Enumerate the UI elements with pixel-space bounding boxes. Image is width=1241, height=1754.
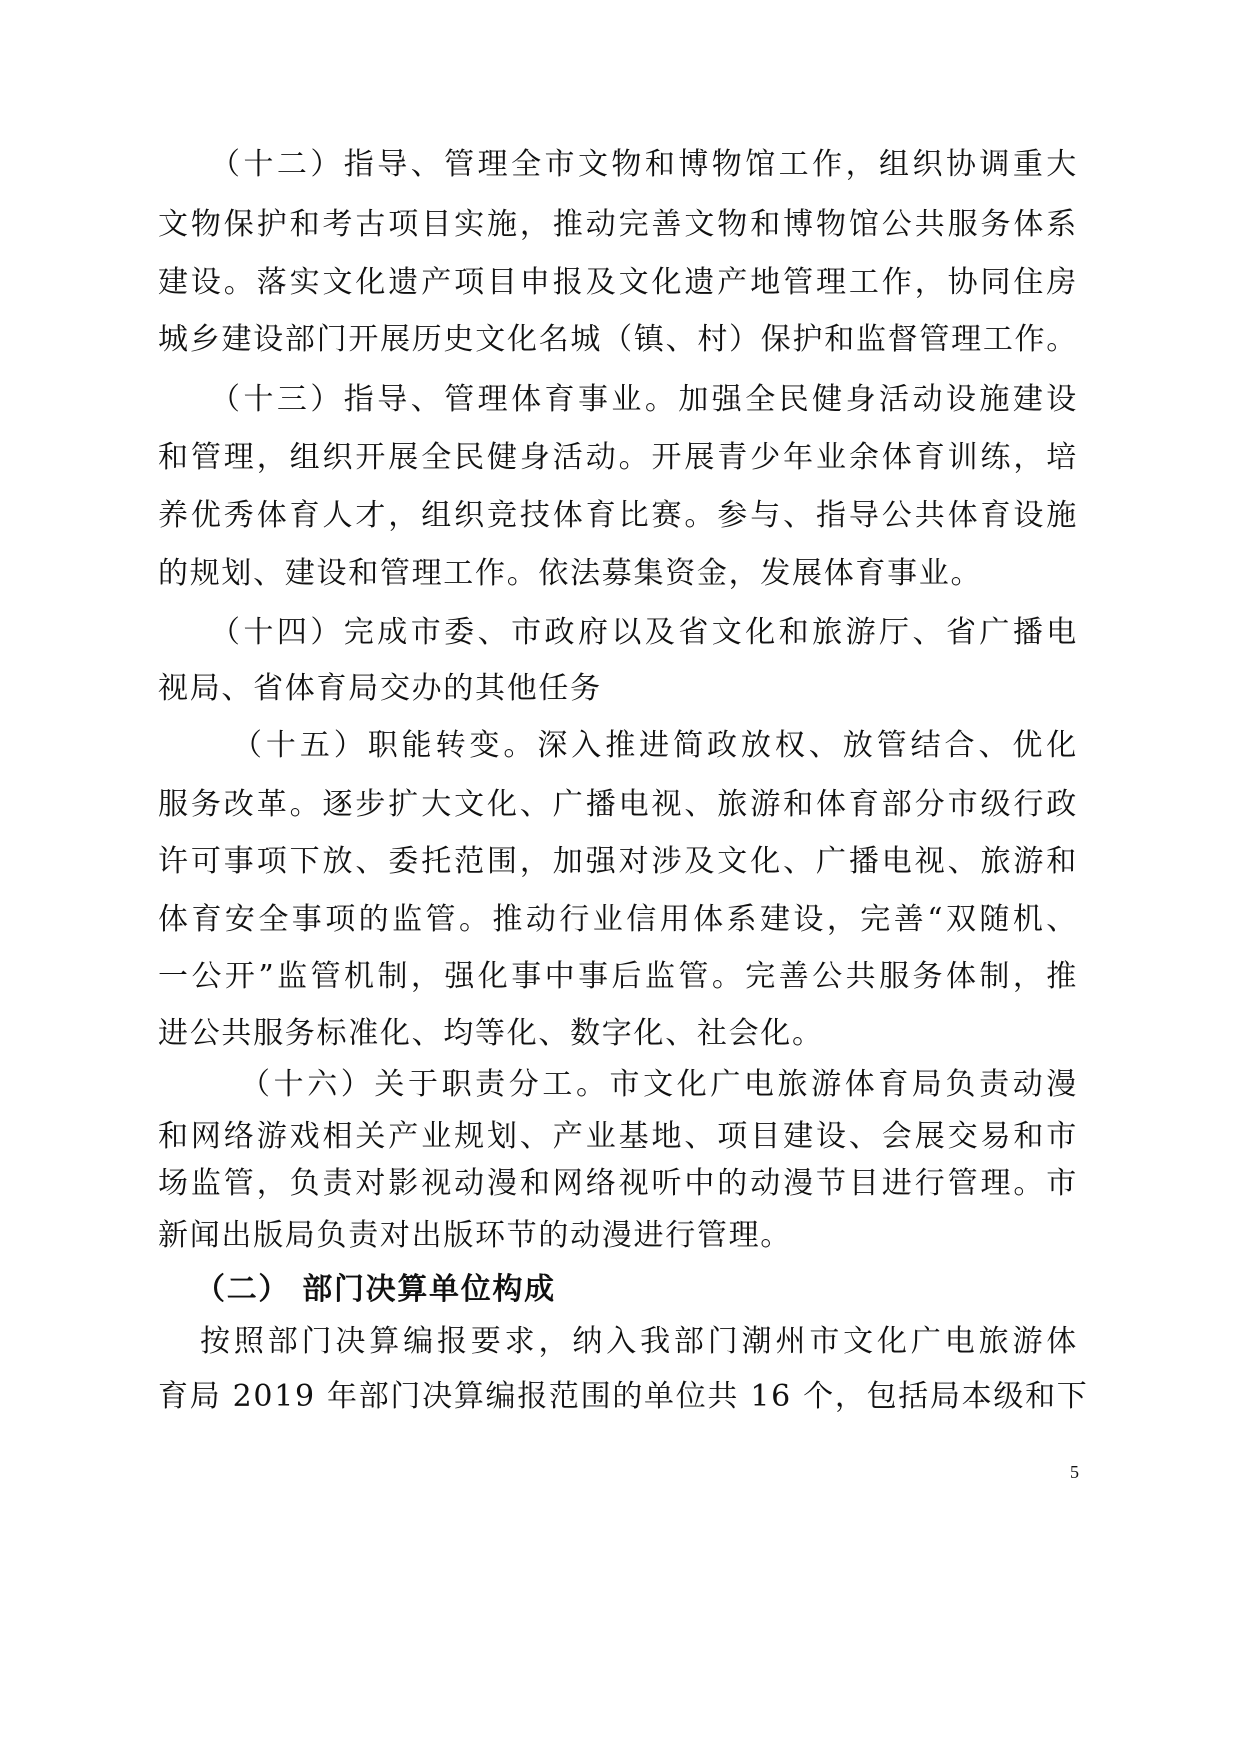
paragraph-line: （十五）职能转变。深入推进简政放权、放管结合、优化 bbox=[232, 728, 1078, 763]
paragraph-line: 新闻出版局负责对出版环节的动漫进行管理。 bbox=[158, 1218, 792, 1253]
paragraph-line: （十六）关于职责分工。市文化广电旅游体育局负责动漫 bbox=[240, 1067, 1078, 1102]
paragraph-line: 和管理，组织开展全民健身活动。开展青少年业余体育训练，培 bbox=[158, 440, 1078, 475]
paragraph-line: （十四）完成市委、市政府以及省文化和旅游厅、省广播电 bbox=[210, 615, 1078, 650]
page-number: 5 bbox=[1070, 1462, 1079, 1482]
paragraph-line: 场监管，负责对影视动漫和网络视听中的动漫节目进行管理。市 bbox=[158, 1166, 1078, 1201]
paragraph-line: 建设。落实文化遗产项目申报及文化遗产地管理工作，协同住房 bbox=[158, 265, 1078, 300]
paragraph-line: （十三）指导、管理体育事业。加强全民健身活动设施建设 bbox=[210, 382, 1078, 417]
section-heading: （二） 部门决算单位构成 bbox=[195, 1272, 556, 1307]
paragraph-line: 养优秀体育人才，组织竞技体育比赛。参与、指导公共体育设施 bbox=[158, 498, 1078, 533]
paragraph-line: 按照部门决算编报要求，纳入我部门潮州市文化广电旅游体 bbox=[200, 1324, 1078, 1359]
paragraph-line: 进公共服务标准化、均等化、数字化、社会化。 bbox=[158, 1016, 824, 1051]
paragraph-line: 服务改革。逐步扩大文化、广播电视、旅游和体育部分市级行政 bbox=[158, 787, 1078, 822]
paragraph-line: 育局 2019 年部门决算编报范围的单位共 16 个，包括局本级和下 bbox=[158, 1379, 1089, 1414]
paragraph-line: （十二）指导、管理全市文物和博物馆工作，组织协调重大 bbox=[210, 147, 1078, 182]
paragraph-line: 体育安全事项的监管。推动行业信用体系建设，完善“双随机、 bbox=[158, 902, 1078, 937]
paragraph-line: 城乡建设部门开展历史文化名城（镇、村）保护和监督管理工作。 bbox=[158, 322, 1078, 357]
paragraph-line: 视局、省体育局交办的其他任务 bbox=[158, 671, 602, 706]
paragraph-line: 和网络游戏相关产业规划、产业基地、项目建设、会展交易和市 bbox=[158, 1119, 1078, 1154]
paragraph-line: 一公开”监管机制，强化事中事后监管。完善公共服务体制，推 bbox=[158, 959, 1078, 994]
paragraph-line: 许可事项下放、委托范围，加强对涉及文化、广播电视、旅游和 bbox=[158, 844, 1078, 879]
paragraph-line: 文物保护和考古项目实施，推动完善文物和博物馆公共服务体系 bbox=[158, 207, 1078, 242]
paragraph-line: 的规划、建设和管理工作。依法募集资金，发展体育事业。 bbox=[158, 556, 983, 591]
